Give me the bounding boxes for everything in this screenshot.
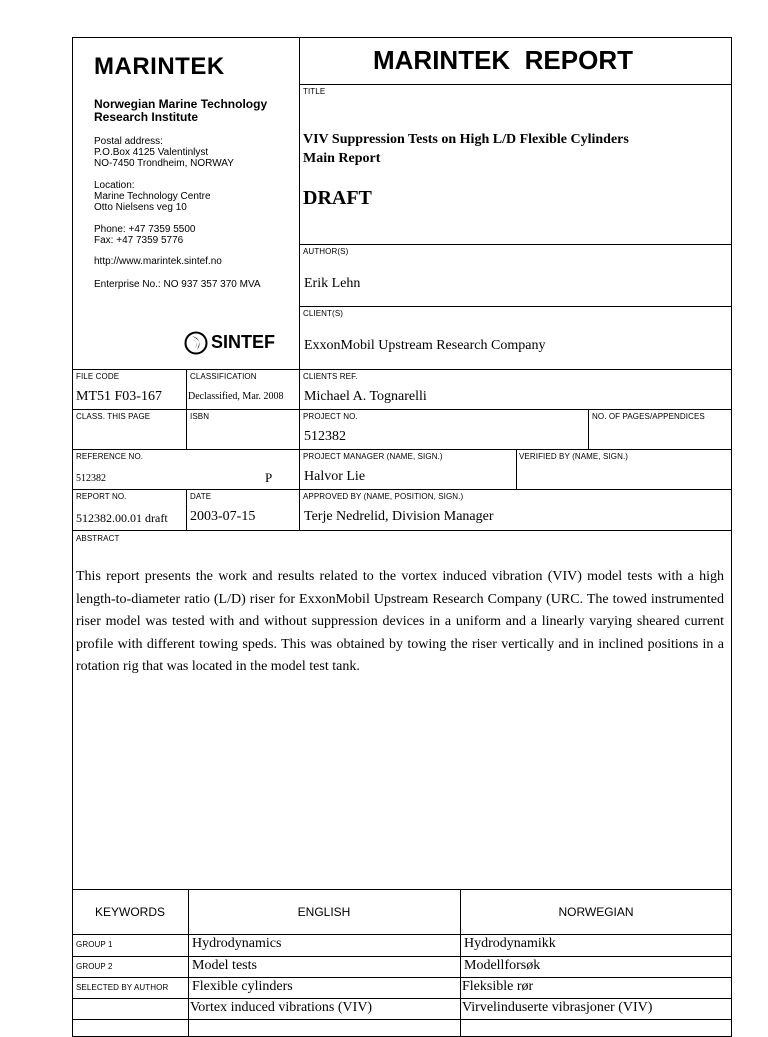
- rule: [72, 977, 732, 978]
- client-value: ExxonMobil Upstream Research Company: [304, 338, 546, 353]
- pm-label: PROJECT MANAGER (NAME, SIGN.): [303, 452, 443, 461]
- institute-name: [94, 98, 267, 124]
- keyword-english: Model tests: [192, 958, 257, 973]
- rule: [72, 934, 732, 935]
- postal-label: Postal address:: [94, 136, 163, 147]
- clients-ref-label: CLIENTS REF.: [303, 372, 358, 381]
- location-line-1: Marine Technology Centre: [94, 191, 211, 202]
- location: [94, 180, 211, 213]
- pm-value: Halvor Lie: [304, 469, 366, 484]
- fax: Fax: +47 7359 5776: [94, 235, 184, 246]
- marintek-logo: MARINTEK: [94, 53, 225, 80]
- clients-ref-value: Michael A. Tognarelli: [304, 389, 427, 404]
- website-text: http://www.marintek.sintef.no: [94, 256, 222, 267]
- rule: [72, 449, 732, 450]
- keyword-norwegian: Hydrodynamikk: [464, 936, 556, 951]
- title-label: TITLE: [303, 87, 326, 96]
- location-label: Location:: [94, 180, 135, 191]
- keyword-norwegian: Fleksible rør: [462, 979, 534, 994]
- classification-label: CLASSIFICATION: [190, 372, 257, 381]
- keywords-header: KEYWORDS: [94, 905, 165, 919]
- rule: [299, 84, 732, 85]
- rule: [588, 409, 589, 449]
- rule: [72, 1019, 732, 1020]
- abstract-label: ABSTRACT: [76, 534, 120, 543]
- postal-line-1: P.O.Box 4125 Valentinlyst: [94, 147, 209, 158]
- classification-value: Declassified, Mar. 2008: [188, 391, 284, 402]
- enterprise-text: Enterprise No.: NO 937 357 370 MVA: [94, 279, 261, 290]
- location-line-2: Otto Nielsens veg 10: [94, 202, 187, 213]
- phone-fax: [94, 224, 195, 246]
- rule: [516, 449, 517, 489]
- keyword-group: GROUP 1: [76, 940, 113, 949]
- keyword-english: Hydrodynamics: [192, 936, 282, 951]
- date-label: DATE: [190, 492, 212, 501]
- report-title: MARINTEK REPORT: [373, 45, 633, 75]
- keyword-english: Flexible cylinders: [192, 979, 293, 994]
- rule: [72, 998, 732, 999]
- phone: Phone: +47 7359 5500: [94, 224, 196, 235]
- website: [94, 256, 222, 267]
- client-label: CLIENT(S): [303, 309, 344, 318]
- institute-line-2: Research Institute: [94, 110, 199, 124]
- reference-p: P: [265, 470, 273, 485]
- rule: [186, 489, 187, 530]
- approved-label: APPROVED BY (NAME, POSITION, SIGN.): [303, 492, 464, 501]
- rule: [299, 244, 732, 245]
- abstract-text: This report presents the work and results related to the vortex induced vibration (VIV) model tests with a high length-to-diameter ratio (L/D) riser for ExxonMobil Upstream Research Company (URC. The towed instrumented riser model was tested with and without suppression devices in a uniform and a linearly varying sheared current profile with different towing speds. This was obtained by towing the riser vertically and in inclined positions in a rotation rig that was located in the model test tank.: [76, 569, 724, 674]
- institute-line-1: Norwegian Marine Technology: [94, 97, 268, 111]
- rule: [72, 956, 732, 957]
- rule: [72, 369, 732, 370]
- date-value: 2003-07-15: [190, 509, 256, 524]
- postal-line-2: NO-7450 Trondheim, NORWAY: [94, 158, 234, 169]
- author-value: Erik Lehn: [304, 276, 361, 291]
- rule: [72, 889, 732, 890]
- title-line-1: VIV Suppression Tests on High L/D Flexible Cylinders: [303, 132, 629, 147]
- norwegian-header: NORWEGIAN: [558, 905, 634, 919]
- rule: [72, 489, 732, 490]
- rule: [72, 409, 732, 410]
- enterprise-no: [94, 279, 261, 290]
- sintef-wordmark: SINTEF: [211, 332, 276, 352]
- keyword-norwegian: Modellforsøk: [464, 958, 541, 973]
- keyword-group: SELECTED BY AUTHOR: [76, 983, 169, 992]
- keyword-group: GROUP 2: [76, 962, 113, 971]
- project-no-label: PROJECT NO.: [303, 412, 358, 421]
- file-code-value: MT51 F03-167: [76, 389, 162, 404]
- rule: [186, 369, 187, 449]
- draft-marker: DRAFT: [303, 187, 372, 209]
- keyword-english: Vortex induced vibrations (VIV): [190, 1000, 373, 1015]
- reference-label: REFERENCE NO.: [76, 452, 144, 461]
- keyword-norwegian: Virvelinduserte vibrasjoner (VIV): [462, 1000, 653, 1015]
- approved-value: Terje Nedrelid, Division Manager: [304, 509, 494, 524]
- class-page-label: CLASS. THIS PAGE: [76, 412, 151, 421]
- english-header: ENGLISH: [297, 905, 351, 919]
- author-label: AUTHOR(S): [303, 247, 349, 256]
- reference-value: 512382: [76, 473, 106, 484]
- report-no-label: REPORT NO.: [76, 492, 127, 501]
- pages-label: NO. OF PAGES/APPENDICES: [592, 412, 705, 421]
- title-line-2: Main Report: [303, 151, 381, 166]
- project-no-value: 512382: [304, 429, 346, 444]
- verified-label: VERIFIED BY (NAME, SIGN.): [519, 452, 629, 461]
- header-divider: [299, 37, 300, 531]
- sintef-emblem-icon: [184, 331, 208, 355]
- isbn-label: ISBN: [190, 412, 210, 421]
- rule: [299, 306, 732, 307]
- file-code-label: FILE CODE: [76, 372, 120, 381]
- postal-address: [94, 136, 234, 169]
- rule: [72, 530, 732, 531]
- report-no-value: 512382.00.01 draft: [76, 511, 168, 525]
